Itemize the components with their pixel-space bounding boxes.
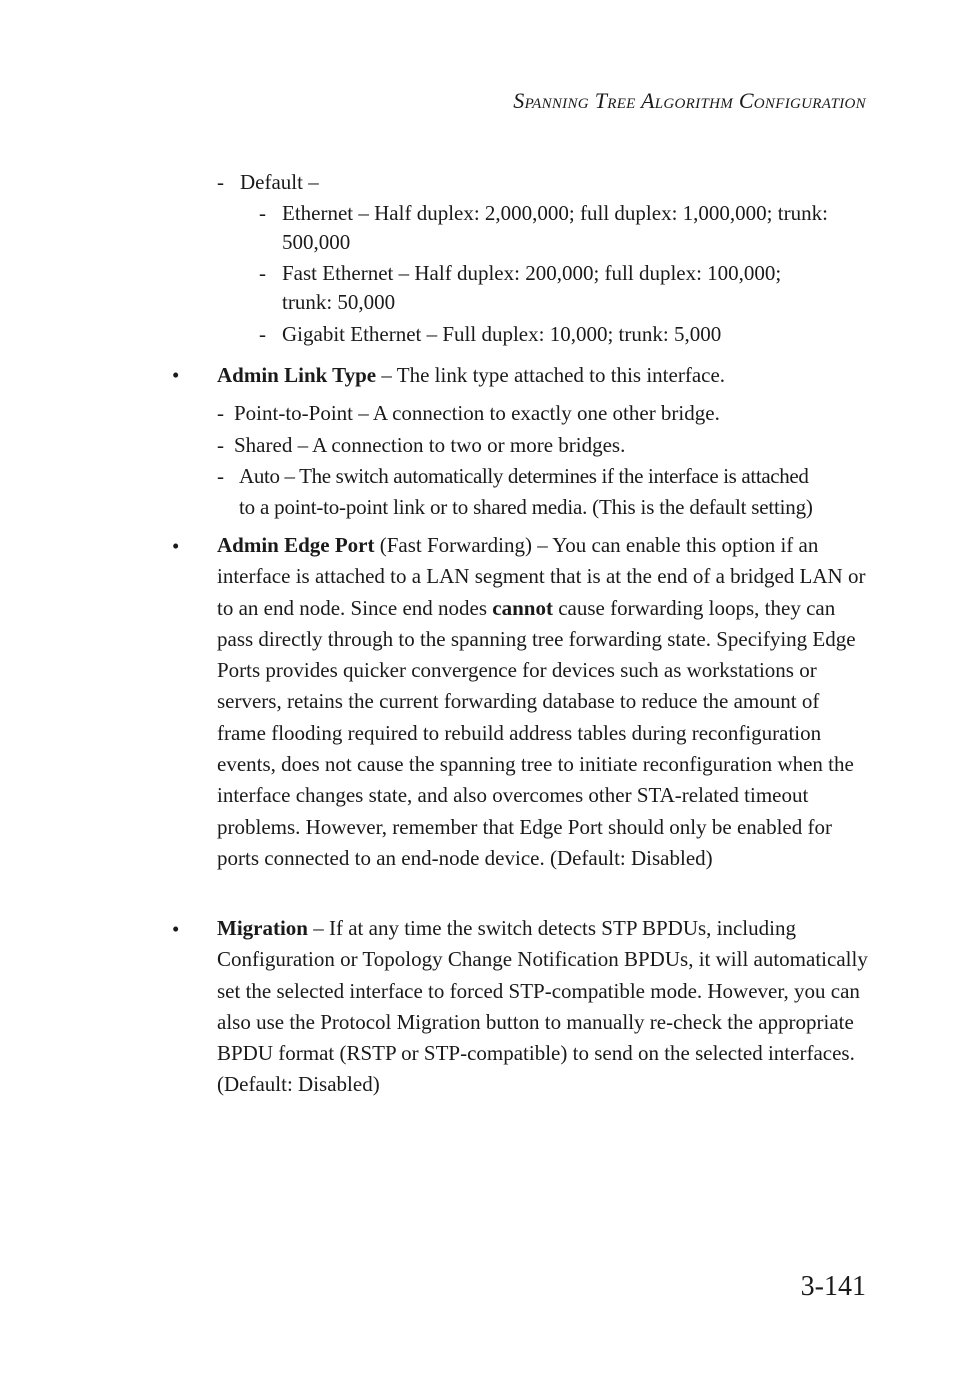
page-number: 3-141 <box>800 1271 866 1302</box>
migration-default-note: (Default: Disabled) <box>217 1072 380 1097</box>
admin-edge-port-paragraph <box>217 530 869 874</box>
migration-term: Migration <box>217 916 308 940</box>
default-ethernet-cont: 500,000 <box>282 230 351 254</box>
bullet-marker: • <box>172 363 180 387</box>
link-type-shared: Shared – A connection to two or more bridges. <box>234 433 626 457</box>
link-type-point-to-point: Point-to-Point – A connection to exactly one other bridge. <box>234 401 720 425</box>
bullet-marker: • <box>172 917 180 941</box>
dash-marker: - <box>217 464 224 488</box>
link-type-auto: Auto – The switch automatically determines if the interface is attached <box>239 464 809 488</box>
admin-link-type-term: Admin Link Type <box>217 363 377 387</box>
dash-marker: - <box>259 201 266 225</box>
default-fast-ethernet-cont: trunk: 50,000 <box>282 290 396 314</box>
admin-edge-port-text-cont: cause forwarding loops, they can pass directly through to the spanning tree forwarding state. Specifying Edge Ports provides quicker convergence for devices such as workstations or servers, retains the current forwarding database to reduce the amount of frame flooding required to rebuild address tables during reconfiguration events, does not cause the spanning tree to initiate reconfiguration when the interface changes state, and also overcomes other STA-related timeout problems. However, remember that Edge Port should only be enabled for ports connected to an end-node device. (Default: Disabled) <box>217 595 856 870</box>
dash-marker: - <box>217 401 224 425</box>
link-type-auto-cont: to a point-to-point link or to shared media. (This is the default setting) <box>239 495 813 519</box>
admin-edge-port-text: (Fast Forwarding) – You can enable this option if an interface is attached to a LAN segment that is at the end of a bridged LAN or to an end node. Since end nodes <box>217 533 866 620</box>
admin-link-type-desc: – The link type attached to this interface. <box>376 363 726 387</box>
admin-edge-port-emphasis: cannot <box>492 595 553 620</box>
default-fast-ethernet: Fast Ethernet – Half duplex: 200,000; full duplex: 100,000; <box>282 261 782 285</box>
default-gigabit-ethernet: Gigabit Ethernet – Full duplex: 10,000; trunk: 5,000 <box>282 322 722 346</box>
dash-marker: - <box>259 322 266 346</box>
default-label: Default – <box>240 170 319 194</box>
bullet-marker: • <box>172 534 180 558</box>
migration-paragraph <box>217 913 869 1101</box>
dash-marker: - <box>259 261 266 285</box>
dash-marker: - <box>217 433 224 457</box>
dash-marker: - <box>217 170 224 194</box>
running-header: Spanning Tree Algorithm Configuration <box>513 88 866 113</box>
admin-link-type-item <box>217 365 725 386</box>
default-ethernet: Ethernet – Half duplex: 2,000,000; full duplex: 1,000,000; trunk: <box>282 201 828 225</box>
admin-edge-port-term: Admin Edge Port <box>217 533 375 557</box>
migration-text: – If at any time the switch detects STP BPDUs, including Configuration or Topology Change Notification BPDUs, it will automatically set the selected interface to forced STP-compatible mode. However, you can also use the Protocol Migration button to manually re-check the appropriate BPDU format (RSTP or STP-compatible) to send on the selected interfaces. <box>217 916 868 1066</box>
